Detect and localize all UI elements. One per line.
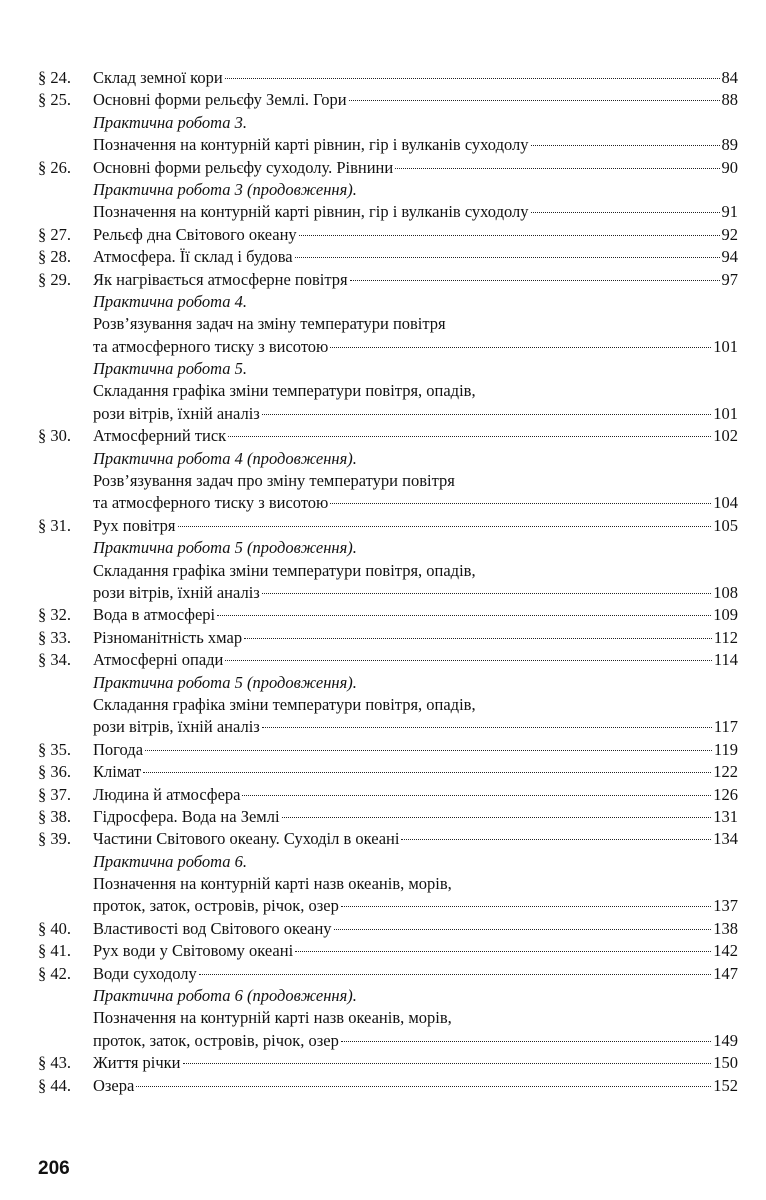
entry-body [93, 739, 738, 761]
toc-entry [38, 940, 738, 962]
entry-title: Людина й атмосфера [93, 784, 241, 804]
page-ref: 131 [713, 806, 738, 826]
practical-work-heading: Практична робота 3 (продовження). [93, 179, 357, 199]
entry-title: Рух води у Світовому океані [93, 941, 294, 961]
toc-entry [38, 380, 738, 402]
page-ref: 138 [713, 918, 738, 938]
entry-body [93, 89, 738, 111]
toc-entry [38, 649, 738, 671]
page-ref: 89 [721, 135, 738, 155]
dot-leader [136, 1086, 711, 1087]
toc-entry [38, 1075, 738, 1097]
page-ref: 149 [713, 1030, 738, 1050]
page-ref: 97 [721, 269, 738, 289]
entry-body [93, 358, 738, 380]
toc-entry [38, 492, 738, 514]
entry-body [93, 582, 738, 604]
dot-leader [330, 503, 711, 504]
page-ref: 142 [713, 941, 738, 961]
dot-leader [199, 974, 711, 975]
toc-entry [38, 358, 738, 380]
entry-body [93, 380, 738, 402]
entry-title: рози вітрів, їхній аналіз [93, 403, 260, 423]
entry-body [93, 940, 738, 962]
entry-body [93, 67, 738, 89]
entry-title: Складання графіка зміни температури повітря, опадів, [93, 381, 476, 401]
entry-body [93, 313, 738, 335]
toc-entry [38, 537, 738, 559]
entry-body [93, 336, 738, 358]
page-ref: 114 [713, 650, 738, 670]
toc-entry [38, 560, 738, 582]
dot-leader [341, 1041, 711, 1042]
entry-body [93, 918, 738, 940]
page-ref: 101 [713, 336, 738, 356]
toc-entry [38, 694, 738, 716]
toc-entry [38, 1052, 738, 1074]
toc-entry [38, 895, 738, 917]
entry-title: рози вітрів, їхній аналіз [93, 717, 260, 737]
section-number: § 25. [38, 90, 71, 110]
toc-entry [38, 403, 738, 425]
page-ref: 122 [713, 762, 738, 782]
practical-work-heading: Практична робота 5 (продовження). [93, 538, 357, 558]
entry-body [93, 112, 738, 134]
entry-title: Озера [93, 1075, 135, 1095]
entry-body [93, 784, 738, 806]
page-ref: 105 [713, 515, 738, 535]
entry-title: Життя річки [93, 1053, 181, 1073]
toc-entry [38, 784, 738, 806]
dot-leader [350, 280, 720, 281]
entry-title: Різноманітність хмар [93, 627, 243, 647]
entry-title: Властивості вод Світового океану [93, 918, 332, 938]
dot-leader [262, 727, 712, 728]
toc-entry [38, 89, 738, 111]
entry-body [93, 224, 738, 246]
section-number: § 40. [38, 918, 71, 938]
entry-body [93, 425, 738, 447]
practical-work-heading: Практична робота 3. [93, 112, 247, 132]
entry-title: та атмосферного тиску з висотою [93, 336, 329, 356]
entry-body [93, 672, 738, 694]
dot-leader [244, 638, 712, 639]
entry-title: Позначення на контурній карті назв океанів, морів, [93, 1008, 452, 1028]
practical-work-heading: Практична робота 4. [93, 291, 247, 311]
entry-body [93, 403, 738, 425]
page-ref: 152 [713, 1075, 738, 1095]
toc-entry [38, 739, 738, 761]
entry-title: Розв’язування задач на зміну температури повітря [93, 314, 446, 334]
entry-title: Рух повітря [93, 515, 176, 535]
section-number: § 33. [38, 627, 71, 647]
entry-body [93, 537, 738, 559]
entry-title: Складання графіка зміни температури повітря, опадів, [93, 694, 476, 714]
entry-body [93, 1052, 738, 1074]
entry-body [93, 806, 738, 828]
toc-entry [38, 470, 738, 492]
entry-title: Основні форми рельєфу Землі. Гори [93, 90, 347, 110]
page-ref: 92 [721, 224, 738, 244]
entry-body [93, 179, 738, 201]
entry-title: Позначення на контурній карті рівнин, гір і вулканів суходолу [93, 202, 529, 222]
toc-entry [38, 224, 738, 246]
section-number: § 35. [38, 739, 71, 759]
entry-body [93, 1007, 738, 1029]
dot-leader [178, 526, 712, 527]
entry-body [93, 470, 738, 492]
toc-entry [38, 179, 738, 201]
toc-entry [38, 582, 738, 604]
entry-title: Погода [93, 739, 144, 759]
toc-entry [38, 246, 738, 268]
entry-body [93, 828, 738, 850]
toc-entry [38, 134, 738, 156]
toc-entry [38, 1007, 738, 1029]
page-ref: 102 [713, 426, 738, 446]
page-ref: 150 [713, 1053, 738, 1073]
dot-leader [143, 772, 711, 773]
entry-body [93, 694, 738, 716]
toc-entry [38, 112, 738, 134]
entry-body [93, 895, 738, 917]
toc-entry [38, 515, 738, 537]
toc-entry [38, 918, 738, 940]
toc-entry [38, 201, 738, 223]
page-ref: 119 [713, 739, 738, 759]
page-ref: 117 [713, 717, 738, 737]
page-ref: 94 [721, 247, 738, 267]
section-number: § 44. [38, 1075, 71, 1095]
entry-title: Атмосферні опади [93, 650, 224, 670]
section-number: § 38. [38, 806, 71, 826]
entry-body [93, 604, 738, 626]
dot-leader [225, 78, 720, 79]
dot-leader [295, 951, 711, 952]
section-number: § 29. [38, 269, 71, 289]
entry-body [93, 201, 738, 223]
section-number: § 34. [38, 650, 71, 670]
entry-title: Клімат [93, 762, 142, 782]
dot-leader [531, 212, 720, 213]
entry-body [93, 1030, 738, 1052]
practical-work-heading: Практична робота 6. [93, 851, 247, 871]
entry-title: Атмосфера. Її склад і будова [93, 247, 293, 267]
entry-body [93, 627, 738, 649]
entry-body [93, 560, 738, 582]
toc-entry [38, 716, 738, 738]
dot-leader [282, 817, 712, 818]
dot-leader [242, 795, 711, 796]
dot-leader [262, 414, 711, 415]
entry-body [93, 515, 738, 537]
practical-work-heading: Практична робота 5 (продовження). [93, 672, 357, 692]
page-ref: 104 [713, 493, 738, 513]
page-ref: 84 [721, 68, 738, 87]
entry-body [93, 716, 738, 738]
entry-title: проток, заток, островів, річок, озер [93, 896, 339, 916]
page-ref: 137 [713, 896, 738, 916]
toc-entry [38, 873, 738, 895]
dot-leader [395, 168, 719, 169]
toc-entry [38, 963, 738, 985]
entry-body [93, 246, 738, 268]
dot-leader [145, 750, 712, 751]
practical-work-heading: Практична робота 4 (продовження). [93, 448, 357, 468]
entry-body [93, 448, 738, 470]
entry-body [93, 649, 738, 671]
page-ref: 90 [721, 157, 738, 177]
toc-entry [38, 604, 738, 626]
toc-entry [38, 67, 738, 89]
dot-leader [228, 436, 711, 437]
section-number: § 27. [38, 224, 71, 244]
dot-leader [183, 1063, 712, 1064]
entry-title: Вода в атмосфері [93, 605, 216, 625]
entry-title: Гідросфера. Вода на Землі [93, 806, 280, 826]
entry-body [93, 761, 738, 783]
page-ref: 101 [713, 403, 738, 423]
toc-entry [38, 448, 738, 470]
toc-entry [38, 157, 738, 179]
dot-leader [299, 235, 720, 236]
entry-body [93, 157, 738, 179]
toc-entry [38, 291, 738, 313]
section-number: § 31. [38, 515, 71, 535]
page-ref: 108 [713, 582, 738, 602]
dot-leader [262, 593, 711, 594]
section-number: § 37. [38, 784, 71, 804]
section-number: § 43. [38, 1053, 71, 1073]
entry-title: Складання графіка зміни температури повітря, опадів, [93, 560, 476, 580]
page-ref: 91 [721, 202, 738, 222]
page-ref: 88 [721, 90, 738, 110]
toc-entry [38, 627, 738, 649]
entry-body [93, 963, 738, 985]
toc-entry [38, 425, 738, 447]
section-number: § 28. [38, 247, 71, 267]
toc-entry [38, 269, 738, 291]
section-number: § 26. [38, 157, 71, 177]
dot-leader [341, 906, 711, 907]
dot-leader [225, 660, 711, 661]
toc-entry [38, 828, 738, 850]
dot-leader [330, 347, 711, 348]
section-number: § 36. [38, 762, 71, 782]
entry-body [93, 1075, 738, 1097]
page-ref: 126 [713, 784, 738, 804]
section-number: § 39. [38, 829, 71, 849]
toc-entry [38, 313, 738, 335]
dot-leader [349, 100, 720, 101]
page-number: 206 [38, 1158, 70, 1179]
toc-entry [38, 806, 738, 828]
table-of-contents [38, 67, 738, 1097]
entry-title: Позначення на контурній карті назв океанів, морів, [93, 874, 452, 894]
section-number: § 24. [38, 68, 71, 87]
practical-work-heading: Практична робота 6 (продовження). [93, 986, 357, 1006]
dot-leader [531, 145, 720, 146]
entry-title: Води суходолу [93, 963, 197, 983]
entry-title: Як нагрівається атмосферне повітря [93, 269, 348, 289]
entry-title: рози вітрів, їхній аналіз [93, 582, 260, 602]
entry-title: Частини Світового океану. Суходіл в океані [93, 829, 400, 849]
entry-title: проток, заток, островів, річок, озер [93, 1030, 339, 1050]
dot-leader [217, 615, 711, 616]
section-number: § 30. [38, 426, 71, 446]
entry-body [93, 492, 738, 514]
entry-title: Атмосферний тиск [93, 426, 227, 446]
toc-entry [38, 1030, 738, 1052]
entry-body [93, 291, 738, 313]
entry-title: Склад земної кори [93, 68, 223, 87]
entry-title: Рельєф дна Світового океану [93, 224, 297, 244]
toc-entry [38, 672, 738, 694]
entry-body [93, 985, 738, 1007]
dot-leader [334, 929, 712, 930]
entry-body [93, 269, 738, 291]
entry-body [93, 134, 738, 156]
toc-entry [38, 985, 738, 1007]
dot-leader [401, 839, 711, 840]
page-ref: 147 [713, 963, 738, 983]
entry-title: та атмосферного тиску з висотою [93, 493, 329, 513]
toc-entry [38, 761, 738, 783]
entry-title: Позначення на контурній карті рівнин, гір і вулканів суходолу [93, 135, 529, 155]
page-ref: 134 [713, 829, 738, 849]
entry-body [93, 851, 738, 873]
page-ref: 109 [713, 605, 738, 625]
practical-work-heading: Практична робота 5. [93, 359, 247, 379]
dot-leader [295, 257, 720, 258]
toc-entry [38, 336, 738, 358]
entry-body [93, 873, 738, 895]
section-number: § 41. [38, 941, 71, 961]
toc-entry [38, 851, 738, 873]
section-number: § 42. [38, 963, 71, 983]
page-ref: 112 [713, 627, 738, 647]
entry-title: Розв’язування задач про зміну температури повітря [93, 471, 455, 491]
entry-title: Основні форми рельєфу суходолу. Рівнини [93, 157, 394, 177]
section-number: § 32. [38, 605, 71, 625]
